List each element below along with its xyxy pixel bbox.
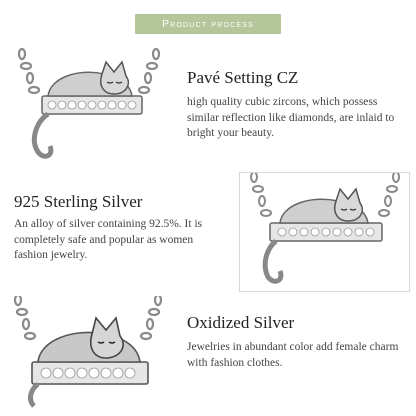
- section-title: Oxidized Silver: [187, 313, 295, 332]
- section-description: Jewelries in abundant color add female charm with fashion clothes.: [187, 341, 399, 369]
- section-description: An alloy of silver containing 92.5%. It is completely safe and popular as women fashion jewelry.: [14, 218, 203, 261]
- product-photo-pave: [8, 48, 167, 166]
- section-title: 925 Sterling Silver: [14, 192, 143, 211]
- cat-pendant-image: [240, 173, 409, 291]
- cat-pendant-image: [8, 48, 167, 166]
- section-description: high quality cubic zircons, which possess similar reflection like diamonds, are inlaid to bright your beauty.: [187, 96, 395, 139]
- section-banner: [135, 14, 281, 34]
- section-title: Pavé Setting CZ: [187, 68, 299, 87]
- cat-pendant-image: [8, 296, 167, 408]
- product-photo-silver: [239, 172, 410, 292]
- product-photo-oxidized: [8, 296, 167, 408]
- banner-text: Product process: [161, 18, 255, 30]
